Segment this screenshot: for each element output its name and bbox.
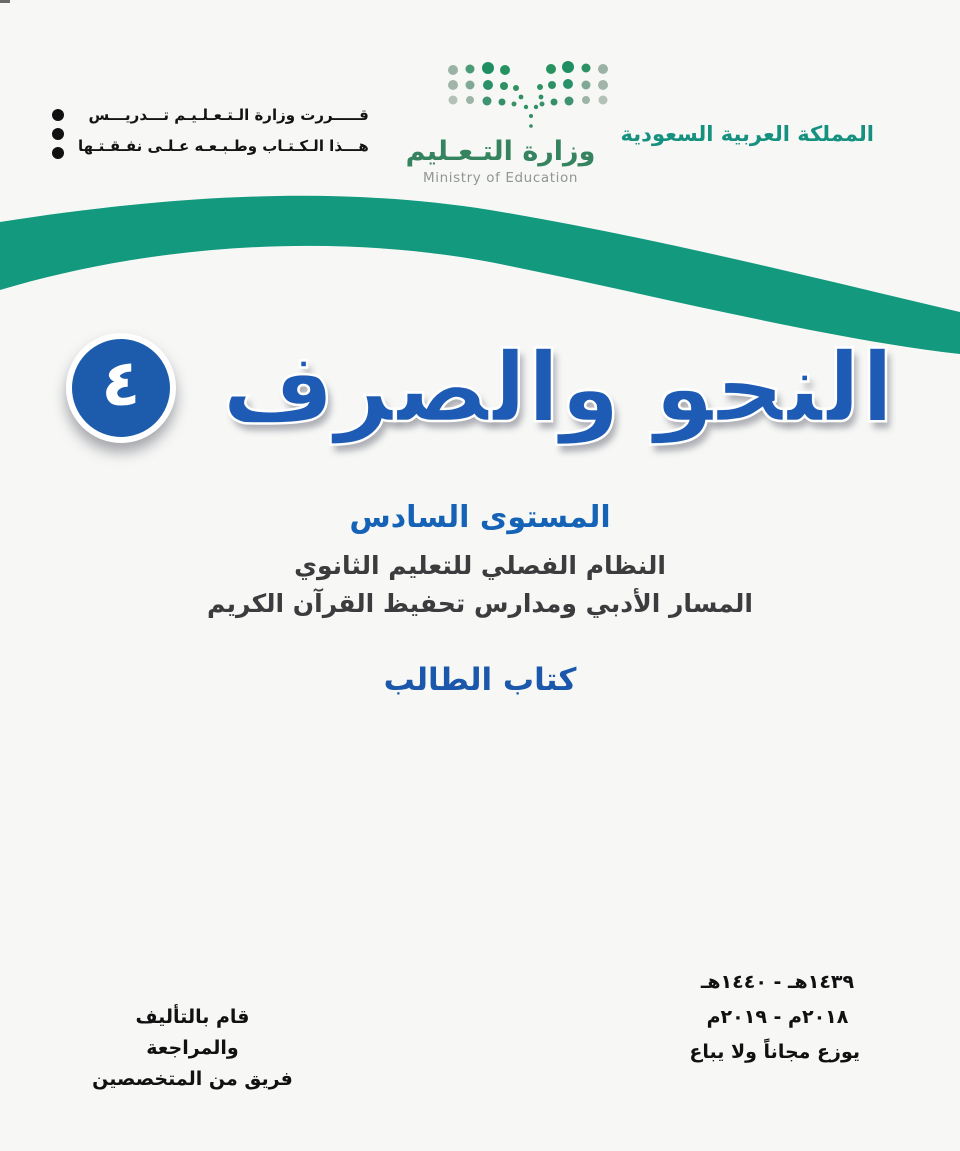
- decree-bullet-dots-icon: [52, 100, 64, 162]
- ministry-palm-dots-icon: [443, 56, 613, 136]
- ministry-logo: [383, 56, 618, 186]
- decree-line-1: قـــــررت وزارة الـتـعـلـيـم تـــدريـــس: [88, 106, 369, 124]
- level-badge-number: ٤: [101, 347, 141, 422]
- decree-text: [78, 100, 369, 162]
- level-name: المستوى السادس: [349, 500, 611, 535]
- authors-block: [90, 1002, 295, 1095]
- subtitle-block: [0, 500, 960, 623]
- edition-gregorian: ٢٠١٨م - ٢٠١٩م: [706, 1006, 849, 1028]
- decree-line-2: هـــذا الـكـتـاب وطـبـعـه عـلـى نفـقـتـها: [78, 137, 369, 155]
- kingdom-name: المملكة العربية السعودية: [620, 122, 874, 146]
- book-type: كتاب الطالب: [383, 662, 577, 698]
- level-badge: [66, 333, 176, 443]
- title-row: [0, 330, 960, 446]
- system-name: النظام الفصلي للتعليم الثانوي: [294, 551, 666, 580]
- track-name: المسار الأدبي ومدارس تحفيظ القرآن الكريم: [207, 589, 753, 618]
- decree-statement: [52, 100, 369, 162]
- edition-block: [689, 965, 860, 1070]
- authors-line-2: فريق من المتخصصين: [92, 1068, 293, 1090]
- ministry-wordmark-en: Ministry of Education: [423, 170, 578, 186]
- edition-hijri: ١٤٣٩هـ - ١٤٤٠هـ: [700, 971, 855, 993]
- book-title: النحو والصرف: [221, 331, 895, 444]
- ministry-wordmark-ar: وزارة التـعـليم: [405, 136, 596, 167]
- scan-corner-mark: [0, 0, 10, 3]
- edition-distribution: يوزع مجاناً ولا يباع: [689, 1041, 860, 1063]
- authors-line-1: قام بالتأليف والمراجعة: [135, 1006, 250, 1059]
